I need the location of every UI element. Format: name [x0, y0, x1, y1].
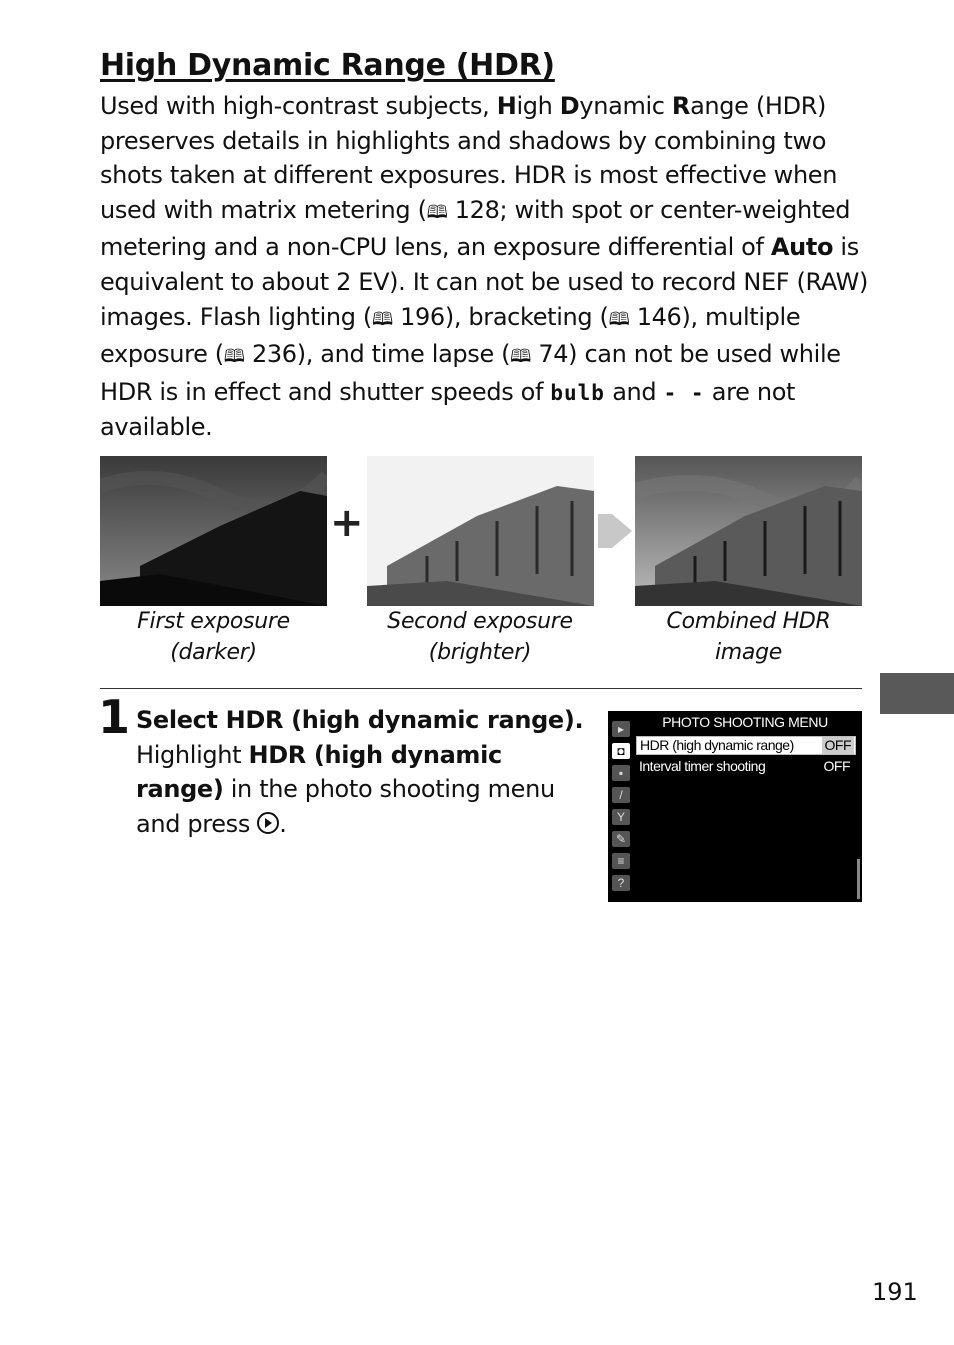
bulb-lcd-symbol: bulb	[550, 380, 605, 405]
retouch-icon: ✎	[612, 831, 630, 847]
my-menu-icon: ≡	[612, 853, 630, 869]
menu-sidebar	[610, 721, 632, 897]
step-number: 1	[98, 690, 131, 744]
step-instruction: Select HDR (high dynamic range). Highlight HDR (high dynamic range) in the photo shooting menu and press .	[136, 706, 584, 838]
menu-item-value: OFF	[823, 758, 850, 774]
time-lcd-symbol: - -	[663, 380, 705, 405]
book-icon: 🕮	[371, 308, 393, 330]
wrench-icon: Y	[612, 809, 630, 825]
movie-icon: ▪	[612, 765, 630, 781]
caption-combined-hdr: Combined HDR image	[666, 609, 831, 665]
caption-second-exposure: Second exposure (brighter)	[387, 609, 573, 665]
scrollbar	[857, 859, 860, 899]
plus-sign: +	[330, 500, 364, 546]
menu-item-label: HDR (high dynamic range)	[640, 737, 794, 753]
book-icon: 🕮	[510, 346, 532, 368]
camera-menu-screenshot	[608, 711, 862, 902]
multi-selector-right-icon	[257, 812, 279, 834]
arrow-right-icon	[598, 508, 632, 558]
combined-hdr-photo	[635, 456, 862, 606]
page-number: 191	[872, 1278, 918, 1306]
caption-first-exposure: First exposure (darker)	[137, 609, 290, 665]
book-icon: 🕮	[223, 346, 245, 368]
body-paragraph: Used with high-contrast subjects, High Dynamic Range (HDR) preserves details in highlights and shadows by combining two shots taken at different exposures. HDR is most effective when used with matrix metering (🕮 128; with spot or center-weighted metering and a non-CPU lens, an exposure differential of Auto is equivalent to about 2 EV). It can not be used to record NEF (RAW) images. Flash lighting (🕮 196), bracketing (🕮 146), multiple exposure (🕮 236), and time lapse (🕮 74) can not be used while HDR is in effect and shutter speeds of bulb and - - are not available.	[100, 92, 869, 442]
first-exposure-photo	[100, 456, 327, 606]
menu-title: PHOTO SHOOTING MENU	[662, 714, 828, 730]
menu-item-value: OFF	[822, 737, 855, 754]
divider	[100, 688, 862, 689]
second-exposure-photo	[367, 456, 594, 606]
menu-item-interval-timer[interactable]	[636, 757, 856, 776]
playback-icon: ▸	[612, 721, 630, 737]
menu-item-label: Interval timer shooting	[639, 758, 766, 774]
section-heading: High Dynamic Range (HDR)	[100, 48, 555, 83]
book-icon: 🕮	[426, 201, 448, 223]
camera-icon: ◘	[612, 743, 630, 759]
menu-item-hdr[interactable]	[636, 736, 856, 755]
book-icon: 🕮	[608, 308, 630, 330]
pencil-icon: /	[612, 787, 630, 803]
section-tab-marker	[880, 673, 954, 714]
help-icon: ?	[612, 875, 630, 891]
